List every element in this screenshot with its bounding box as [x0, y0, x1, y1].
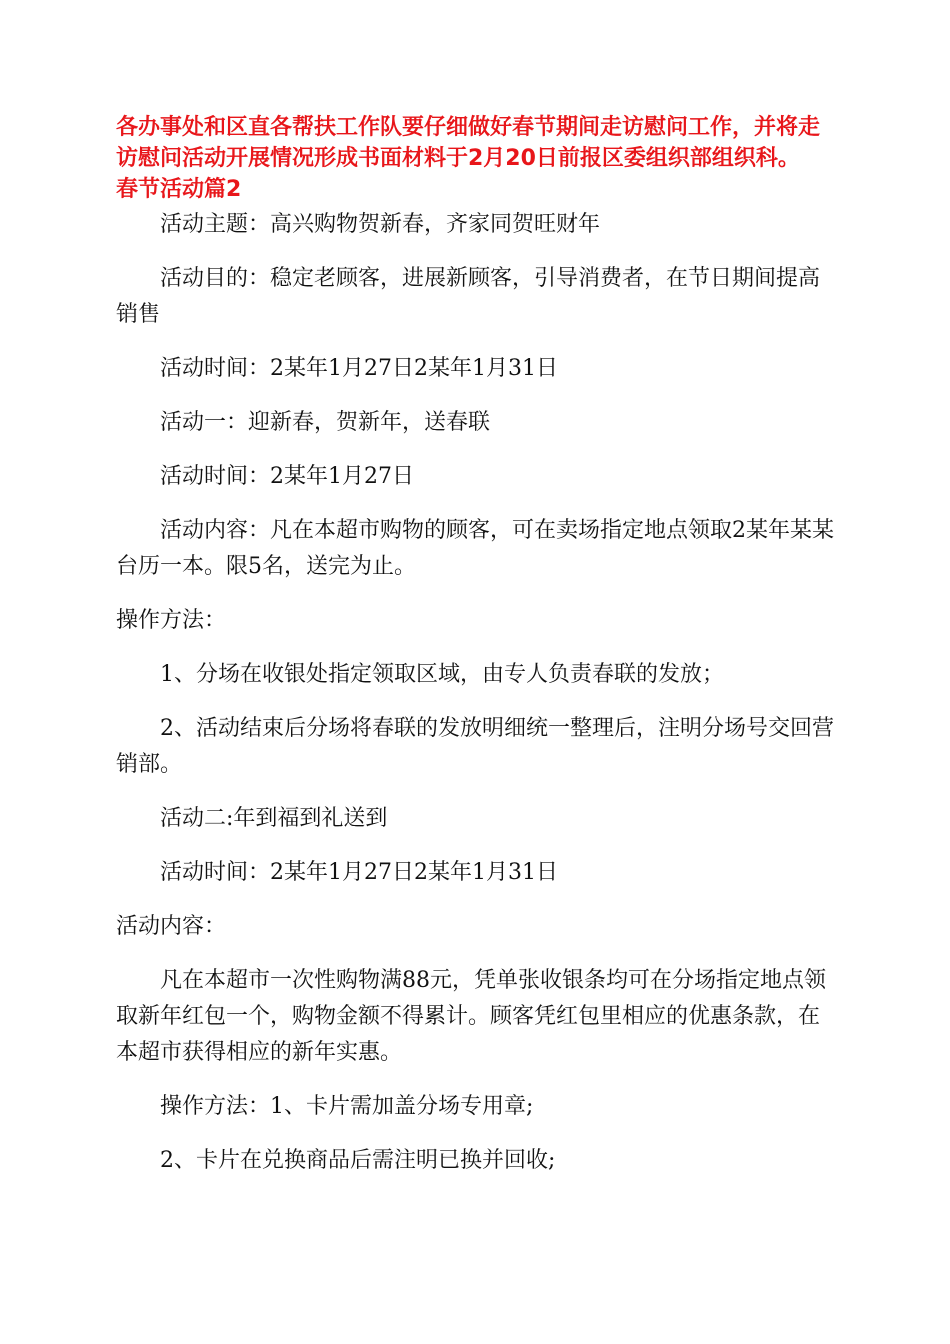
- theme-paragraph: 活动主题：高兴购物贺新春，齐家同贺旺财年: [160, 212, 601, 237]
- operation-method-heading: 操作方法：: [116, 608, 227, 633]
- operation-step-2: 2、活动结束后分场将春联的发放明细统一整理后，注明分场号交回营销部。: [116, 716, 834, 777]
- activity-one-content-paragraph: 活动内容：凡在本超市购物的顾客，可在卖场指定地点领取2某年某某台历一本。限5名，送完为止。: [116, 518, 834, 579]
- red-heading: [116, 112, 836, 205]
- operation-step-1: 1、分场在收银处指定领取区域，由专人负责春联的发放；: [160, 662, 724, 687]
- activity-two-time-paragraph: 活动时间：2某年1月27日2某年1月31日: [160, 860, 558, 885]
- card-operation-step-1: 操作方法：1、卡片需加盖分场专用章;: [160, 1094, 534, 1119]
- heading-line-1: 各办事处和区直各帮扶工作队要仔细做好春节期间走访慰问工作，并将走: [116, 115, 821, 140]
- activity-two-content-paragraph: 凡在本超市一次性购物满88元，凭单张收银条均可在分场指定地点领取新年红包一个，购物金额不得累计。顾客凭红包里相应的优惠条款，在本超市获得相应的新年实惠。: [116, 968, 826, 1065]
- heading-line-2: 访慰问活动开展情况形成书面材料于2月20日前报区委组织部组织科。: [116, 146, 800, 171]
- activity-one-paragraph: 活动一：迎新春，贺新年，送春联: [160, 410, 491, 435]
- card-operation-step-2: 2、卡片在兑换商品后需注明已换并回收;: [160, 1148, 556, 1173]
- purpose-paragraph: 活动目的：稳定老顾客，进展新顾客，引导消费者，在节日期间提高销售: [116, 266, 821, 327]
- activity-one-time-paragraph: 活动时间：2某年1月27日: [160, 464, 414, 489]
- time-paragraph: 活动时间：2某年1月27日2某年1月31日: [160, 356, 558, 381]
- activity-two-content-heading: 活动内容：: [116, 914, 227, 939]
- activity-two-paragraph: 活动二:年到福到礼送到: [160, 806, 388, 831]
- document-page: [116, 112, 836, 1179]
- heading-line-3: 春节活动篇2: [116, 177, 242, 202]
